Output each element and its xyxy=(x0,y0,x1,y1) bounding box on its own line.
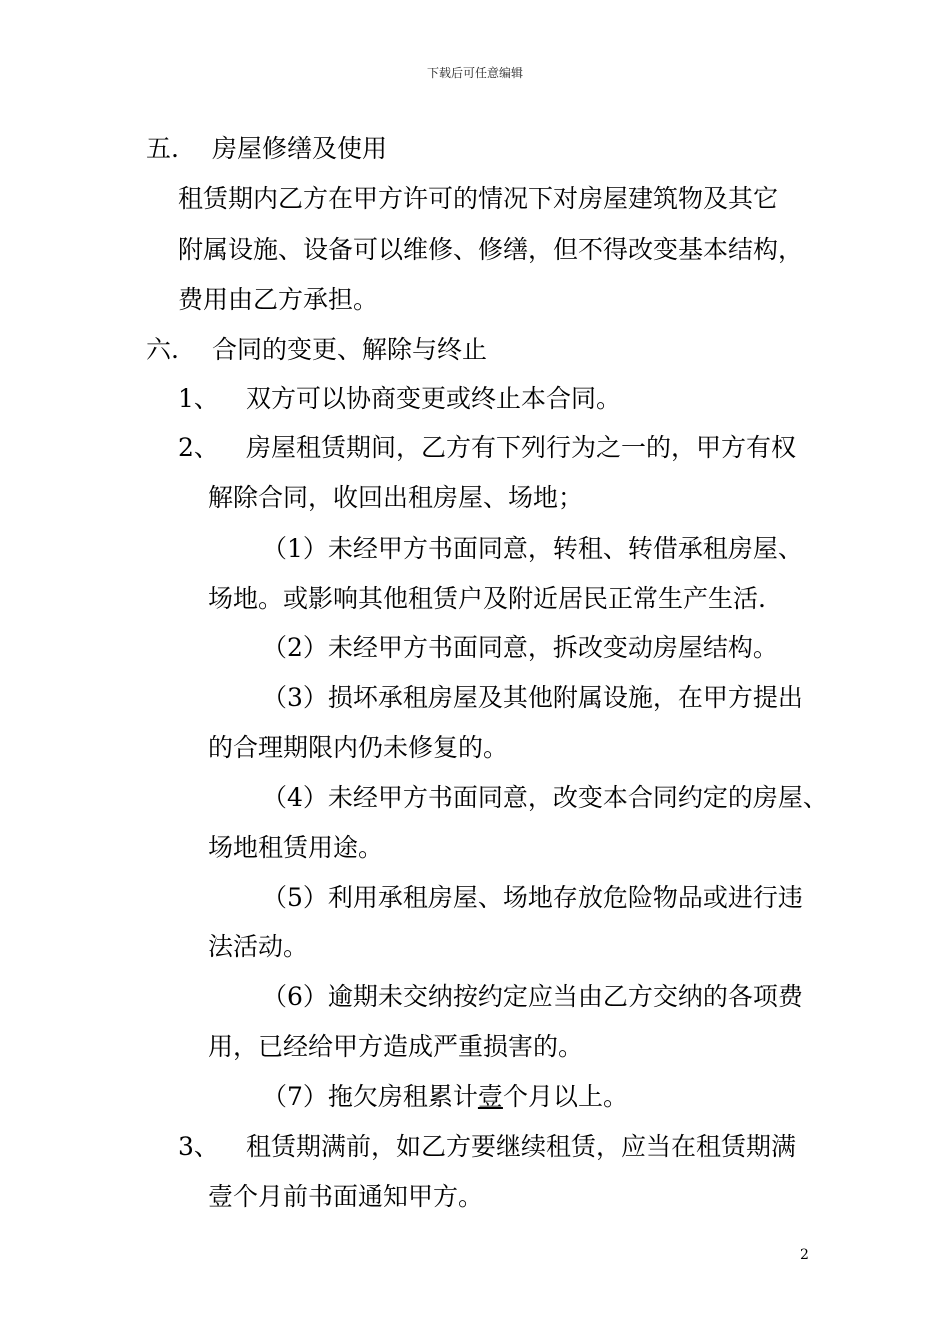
sub-item-7-underlined: 壹 xyxy=(477,1082,503,1111)
section-5-title: 房屋修缮及使用 xyxy=(212,134,388,163)
sub-item-2: （2）未经甲方书面同意，拆改变动房屋结构。 xyxy=(262,633,778,662)
item-2-line: 房屋租赁期间，乙方有下列行为之一的，甲方有权 xyxy=(246,433,797,462)
item-3-number: 3、 xyxy=(178,1132,219,1161)
sub-item-1: （1）未经甲方书面同意，转租、转借承租房屋、 xyxy=(262,534,803,563)
item-2-line: 解除合同，收回出租房屋、场地； xyxy=(208,483,584,512)
section-6-number: 六. xyxy=(146,335,179,364)
sub-item-7-after: 个月以上。 xyxy=(502,1082,628,1111)
item-3-line: 壹个月前书面通知甲方。 xyxy=(208,1182,484,1211)
page-number: 2 xyxy=(800,1247,809,1263)
sub-item-6: （6）逾期未交纳按约定应当由乙方交纳的各项费 xyxy=(262,982,803,1011)
section-5-body-line: 租赁期内乙方在甲方许可的情况下对房屋建筑物及其它 xyxy=(178,184,779,213)
item-1-number: 1、 xyxy=(178,384,219,413)
section-5-body-line: 附属设施、设备可以维修、修缮，但不得改变基本结构， xyxy=(178,235,804,264)
sub-item-4-cont: 场地租赁用途。 xyxy=(208,833,384,862)
section-6-title: 合同的变更、解除与终止 xyxy=(212,335,488,364)
item-3-line: 租赁期满前，如乙方要继续租赁，应当在租赁期满 xyxy=(246,1132,797,1161)
item-1-text: 双方可以协商变更或终止本合同。 xyxy=(246,384,622,413)
sub-item-1-cont: 场地。或影响其他租赁户及附近居民正常生产生活. xyxy=(208,584,766,613)
section-5-number: 五. xyxy=(146,134,179,163)
sub-item-3-cont: 的合理期限内仍未修复的。 xyxy=(208,733,509,762)
page-header: 下载后可任意编辑 xyxy=(426,66,523,80)
sub-item-5: （5）利用承租房屋、场地存放危险物品或进行违 xyxy=(262,883,803,912)
sub-item-6-cont: 用，已经给甲方造成严重损害的。 xyxy=(208,1032,584,1061)
sub-item-7 xyxy=(262,1082,628,1112)
sub-item-7-before: （7）拖欠房租累计 xyxy=(262,1082,478,1111)
sub-item-3: （3）损坏承租房屋及其他附属设施，在甲方提出 xyxy=(262,683,803,712)
item-2-number: 2、 xyxy=(178,433,219,462)
sub-item-5-cont: 法活动。 xyxy=(208,932,309,961)
sub-item-4: （4）未经甲方书面同意，改变本合同约定的房屋、 xyxy=(262,783,828,812)
section-5-body-line: 费用由乙方承担。 xyxy=(178,285,379,314)
